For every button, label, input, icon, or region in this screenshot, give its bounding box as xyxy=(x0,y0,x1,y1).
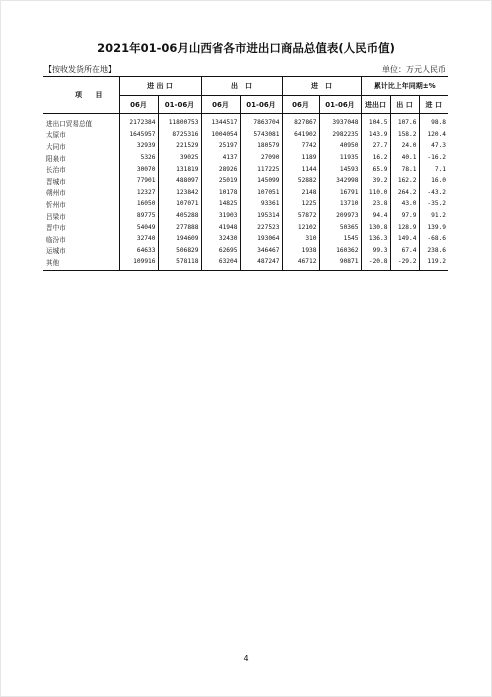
cell-yoy-import: 238.6 xyxy=(419,245,448,257)
cell-yoy-total: 130.8 xyxy=(361,221,390,233)
cell-yoy-export: -29.2 xyxy=(390,256,419,270)
cell-yoy-import: 16.0 xyxy=(419,175,448,187)
cell-yoy-total: 23.8 xyxy=(361,198,390,210)
cell-export-month: 28926 xyxy=(201,163,240,175)
cell-yoy-import: -16.2 xyxy=(419,152,448,164)
row-label: 吕梁市 xyxy=(46,212,66,221)
cell-import-ytd: 11935 xyxy=(319,152,361,164)
cell-total-month: 1645957 xyxy=(119,129,158,141)
cell-yoy-total: 136.3 xyxy=(361,233,390,245)
item-column-header xyxy=(43,77,119,114)
table-row xyxy=(43,256,448,270)
row-label: 运城市 xyxy=(46,247,66,256)
cell-total-month: 16050 xyxy=(119,198,158,210)
cell-total-ytd: 506829 xyxy=(158,245,201,257)
table-row xyxy=(43,163,448,175)
cell-export-month: 32430 xyxy=(201,233,240,245)
cell-total-month: 12327 xyxy=(119,187,158,199)
cell-export-ytd: 487247 xyxy=(240,256,282,270)
cell-export-ytd: 145099 xyxy=(240,175,282,187)
subheader-export-month: 06月 xyxy=(201,96,240,114)
cell-import-month: 310 xyxy=(282,233,319,245)
cell-import-month: 12102 xyxy=(282,221,319,233)
table-row xyxy=(43,140,448,152)
cell-yoy-export: 78.1 xyxy=(390,163,419,175)
cell-import-month: 46712 xyxy=(282,256,319,270)
cell-export-month: 62695 xyxy=(201,245,240,257)
cell-export-ytd: 227523 xyxy=(240,221,282,233)
cell-import-ytd: 3937048 xyxy=(319,114,361,129)
page-number: 4 xyxy=(243,654,249,663)
group-header-import: 进 口 xyxy=(282,77,361,96)
cell-import-ytd: 209973 xyxy=(319,210,361,222)
cell-yoy-export: 43.0 xyxy=(390,198,419,210)
unit-note: 单位：万元人民币 xyxy=(382,65,446,74)
cell-import-ytd: 13710 xyxy=(319,198,361,210)
cell-export-ytd: 346467 xyxy=(240,245,282,257)
cell-yoy-total: 143.9 xyxy=(361,129,390,141)
cell-yoy-import: 47.3 xyxy=(419,140,448,152)
cell-import-ytd: 2982235 xyxy=(319,129,361,141)
cell-export-ytd: 107051 xyxy=(240,187,282,199)
cell-import-month: 52882 xyxy=(282,175,319,187)
cell-total-ytd: 277888 xyxy=(158,221,201,233)
cell-total-month: 109916 xyxy=(119,256,158,270)
cell-yoy-export: 67.4 xyxy=(390,245,419,257)
cell-import-month: 1189 xyxy=(282,152,319,164)
cell-import-ytd: 14593 xyxy=(319,163,361,175)
cell-yoy-total: 99.3 xyxy=(361,245,390,257)
cell-export-ytd: 117225 xyxy=(240,163,282,175)
row-label: 朔州市 xyxy=(46,189,66,198)
cell-export-ytd: 5743081 xyxy=(240,129,282,141)
cell-import-month: 827867 xyxy=(282,114,319,129)
table-row xyxy=(43,175,448,187)
cell-import-ytd: 90871 xyxy=(319,256,361,270)
cell-yoy-import: 7.1 xyxy=(419,163,448,175)
trade-value-table xyxy=(43,76,448,271)
cell-import-ytd: 40950 xyxy=(319,140,361,152)
table-row xyxy=(43,245,448,257)
group-header-yoy: 累计比上年同期±% xyxy=(361,77,448,96)
cell-import-month: 1144 xyxy=(282,163,319,175)
cell-yoy-total: 16.2 xyxy=(361,152,390,164)
table-row xyxy=(43,129,448,141)
subheader-yoy-export: 出 口 xyxy=(390,96,419,114)
document-title: 2021年01-06月山西省各市进出口商品总值表(人民币值) xyxy=(97,41,395,55)
subheader-yoy-import: 进 口 xyxy=(419,96,448,114)
table-row xyxy=(43,221,448,233)
cell-yoy-import: 139.9 xyxy=(419,221,448,233)
row-label: 太原市 xyxy=(46,131,66,140)
cell-export-month: 1344517 xyxy=(201,114,240,129)
cell-export-month: 10178 xyxy=(201,187,240,199)
table-row xyxy=(43,187,448,199)
cell-total-ytd: 107071 xyxy=(158,198,201,210)
cell-total-ytd: 8725316 xyxy=(158,129,201,141)
cell-yoy-import: 98.8 xyxy=(419,114,448,129)
basis-note: 【按收发货所在地】 xyxy=(44,65,116,74)
cell-yoy-import: 119.2 xyxy=(419,256,448,270)
item-header-right: 目 xyxy=(95,91,103,99)
row-label: 晋中市 xyxy=(46,224,66,233)
cell-export-month: 1004054 xyxy=(201,129,240,141)
cell-yoy-export: 128.9 xyxy=(390,221,419,233)
cell-yoy-import: 91.2 xyxy=(419,210,448,222)
cell-total-ytd: 488097 xyxy=(158,175,201,187)
cell-yoy-import: -43.2 xyxy=(419,187,448,199)
cell-import-month: 57872 xyxy=(282,210,319,222)
cell-total-month: 32740 xyxy=(119,233,158,245)
cell-yoy-total: 27.7 xyxy=(361,140,390,152)
cell-export-month: 14825 xyxy=(201,198,240,210)
subheader-import-month: 06月 xyxy=(282,96,319,114)
cell-import-month: 641902 xyxy=(282,129,319,141)
cell-yoy-export: 107.6 xyxy=(390,114,419,129)
cell-yoy-total: 65.9 xyxy=(361,163,390,175)
item-header-left: 项 xyxy=(75,91,82,99)
cell-total-ytd: 123842 xyxy=(158,187,201,199)
cell-export-ytd: 195314 xyxy=(240,210,282,222)
cell-yoy-export: 158.2 xyxy=(390,129,419,141)
table-row xyxy=(43,152,448,164)
row-label: 阳泉市 xyxy=(46,154,66,163)
cell-yoy-export: 97.9 xyxy=(390,210,419,222)
cell-yoy-total: 94.4 xyxy=(361,210,390,222)
cell-import-month: 1225 xyxy=(282,198,319,210)
cell-total-ytd: 11800753 xyxy=(158,114,201,129)
row-label: 长治市 xyxy=(46,166,66,175)
subheader-total-month: 06月 xyxy=(119,96,158,114)
cell-export-ytd: 180579 xyxy=(240,140,282,152)
cell-export-month: 63204 xyxy=(201,256,240,270)
cell-total-month: 54049 xyxy=(119,221,158,233)
cell-import-month: 1938 xyxy=(282,245,319,257)
row-label: 其他 xyxy=(43,256,119,270)
subheader-export-ytd: 01-06月 xyxy=(240,96,282,114)
subheader-total-ytd: 01-06月 xyxy=(158,96,201,114)
cell-export-month: 25019 xyxy=(201,175,240,187)
cell-total-ytd: 405288 xyxy=(158,210,201,222)
cell-total-ytd: 221529 xyxy=(158,140,201,152)
cell-total-month: 89775 xyxy=(119,210,158,222)
cell-total-month: 32939 xyxy=(119,140,158,152)
cell-import-ytd: 16791 xyxy=(319,187,361,199)
cell-yoy-export: 24.0 xyxy=(390,140,419,152)
cell-export-month: 31903 xyxy=(201,210,240,222)
cell-total-month: 64633 xyxy=(119,245,158,257)
cell-import-ytd: 1545 xyxy=(319,233,361,245)
cell-yoy-export: 264.2 xyxy=(390,187,419,199)
cell-total-ytd: 194609 xyxy=(158,233,201,245)
cell-yoy-total: 39.2 xyxy=(361,175,390,187)
cell-total-month: 30070 xyxy=(119,163,158,175)
cell-import-ytd: 50365 xyxy=(319,221,361,233)
table-row-total xyxy=(43,114,448,129)
cell-total-month: 77901 xyxy=(119,175,158,187)
cell-total-ytd: 131819 xyxy=(158,163,201,175)
cell-export-month: 4137 xyxy=(201,152,240,164)
cell-export-ytd: 93361 xyxy=(240,198,282,210)
cell-import-month: 7742 xyxy=(282,140,319,152)
cell-export-month: 41948 xyxy=(201,221,240,233)
cell-import-ytd: 160362 xyxy=(319,245,361,257)
group-header-export: 出 口 xyxy=(201,77,282,96)
cell-yoy-import: -35.2 xyxy=(419,198,448,210)
cell-yoy-export: 40.1 xyxy=(390,152,419,164)
cell-import-month: 2148 xyxy=(282,187,319,199)
subheader-import-ytd: 01-06月 xyxy=(319,96,361,114)
cell-yoy-import: 120.4 xyxy=(419,129,448,141)
cell-yoy-total: -20.8 xyxy=(361,256,390,270)
row-label: 忻州市 xyxy=(46,200,66,209)
cell-yoy-import: -68.6 xyxy=(419,233,448,245)
table-row xyxy=(43,210,448,222)
cell-total-ytd: 39025 xyxy=(158,152,201,164)
cell-total-month: 5326 xyxy=(119,152,158,164)
table-row xyxy=(43,233,448,245)
cell-export-ytd: 193064 xyxy=(240,233,282,245)
cell-total-ytd: 578118 xyxy=(158,256,201,270)
row-label: 进出口贸易总值 xyxy=(46,119,93,128)
row-label: 晋城市 xyxy=(46,177,66,186)
row-label: 大同市 xyxy=(46,142,66,151)
cell-export-ytd: 7863704 xyxy=(240,114,282,129)
group-header-total: 进 出 口 xyxy=(119,77,201,96)
cell-export-month: 25197 xyxy=(201,140,240,152)
cell-yoy-total: 110.0 xyxy=(361,187,390,199)
cell-yoy-total: 104.5 xyxy=(361,114,390,129)
cell-yoy-export: 149.4 xyxy=(390,233,419,245)
table-row xyxy=(43,198,448,210)
cell-yoy-export: 162.2 xyxy=(390,175,419,187)
subheader-yoy-total: 进出口 xyxy=(361,96,390,114)
row-label: 临汾市 xyxy=(46,235,66,244)
cell-total-month: 2172384 xyxy=(119,114,158,129)
cell-export-ytd: 27090 xyxy=(240,152,282,164)
cell-import-ytd: 342998 xyxy=(319,175,361,187)
